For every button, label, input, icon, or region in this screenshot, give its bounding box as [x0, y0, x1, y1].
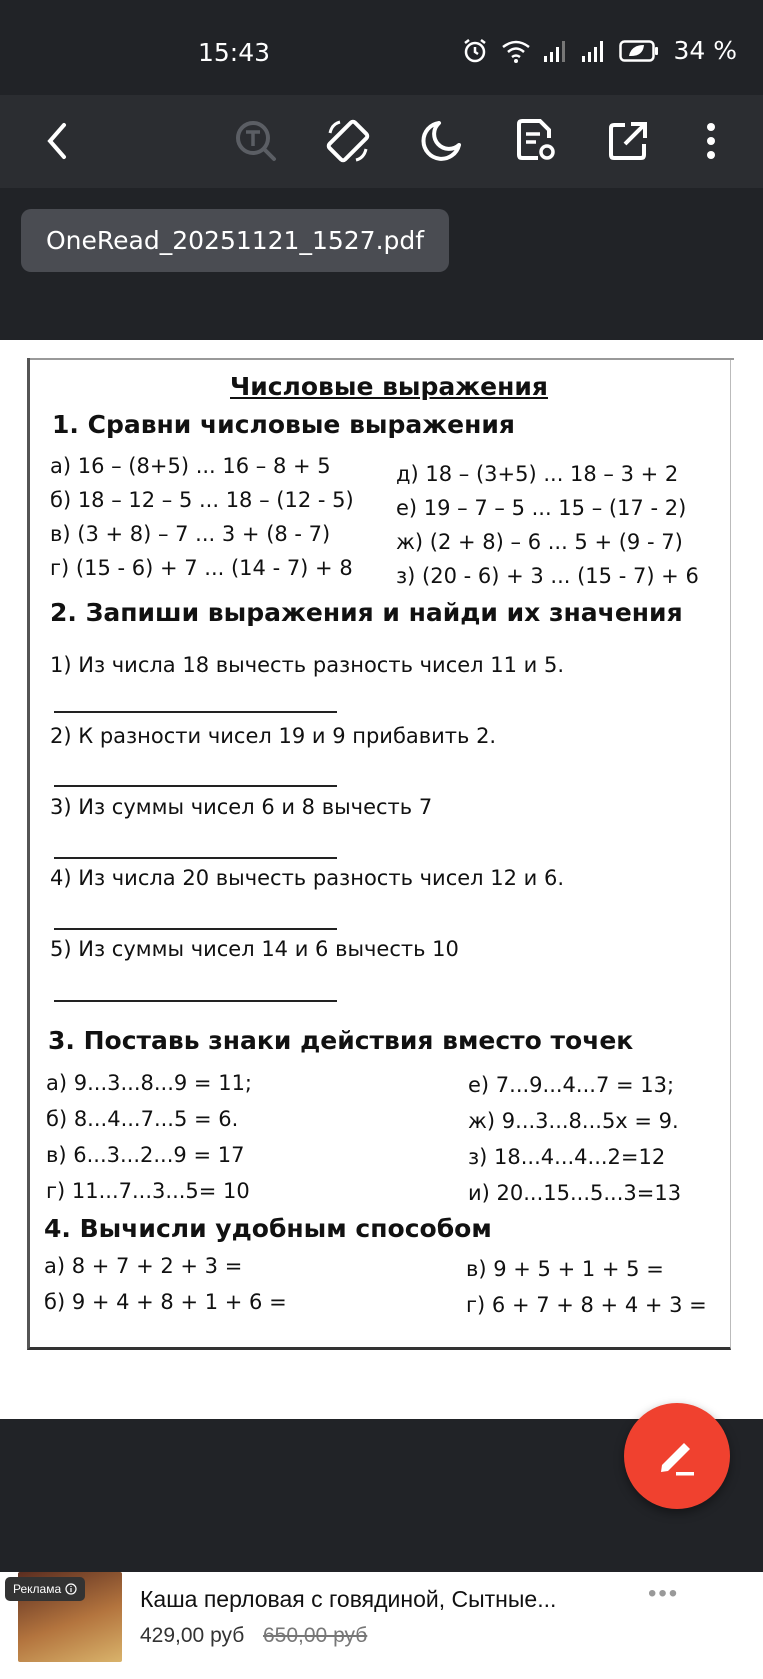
pdf-page[interactable]	[0, 340, 763, 1419]
worksheet-title: Числовые выражения	[230, 372, 548, 401]
rotate-button[interactable]	[318, 111, 378, 171]
signal-icon	[543, 39, 569, 63]
section-3-heading: 3. Поставь знаки действия вместо точек	[48, 1026, 634, 1055]
page-border	[30, 358, 734, 360]
exercise-line: а) 9...3...8...9 = 11;	[46, 1071, 253, 1095]
document-settings-button[interactable]	[506, 111, 566, 171]
answer-line	[54, 711, 337, 713]
exercise-line: 2) К разности чисел 19 и 9 прибавить 2.	[50, 724, 497, 748]
exercise-line: г) 11...7...3...5= 10	[46, 1179, 250, 1203]
exercise-line: а) 16 – (8+5) ... 16 – 8 + 5	[50, 454, 331, 478]
exercise-line: 1) Из числа 18 вычесть разность чисел 11 и 5.	[50, 653, 565, 677]
section-4-heading: 4. Вычисли удобным способом	[44, 1214, 492, 1243]
exercise-line: 4) Из числа 20 вычесть разность чисел 12 и 6.	[50, 866, 565, 890]
text-search-button[interactable]	[226, 111, 286, 171]
exercise-line: а) 8 + 7 + 2 + 3 =	[44, 1254, 243, 1278]
ad-more-options[interactable]: •••	[648, 1580, 680, 1607]
status-time: 15:43	[198, 38, 271, 67]
night-mode-button[interactable]	[411, 111, 471, 171]
toolbar	[0, 95, 763, 188]
answer-line	[54, 785, 337, 787]
exercise-line: 3) Из суммы чисел 6 и 8 вычесть 7	[50, 795, 433, 819]
edit-icon	[654, 1433, 700, 1479]
alarm-icon	[461, 37, 489, 65]
wifi-icon	[501, 38, 531, 64]
ad-price: 429,00 руб	[140, 1624, 245, 1647]
section-2-heading: 2. Запиши выражения и найди их значения	[50, 598, 683, 627]
more-icon	[706, 122, 716, 160]
battery-percent: 34 %	[673, 36, 737, 65]
exercise-line: б) 8...4...7...5 = 6.	[46, 1107, 239, 1131]
share-button[interactable]	[598, 111, 658, 171]
exercise-line: в) 9 + 5 + 1 + 5 =	[466, 1257, 664, 1281]
status-icons	[461, 36, 737, 65]
exercise-line: з) 18...4...4...2=12	[468, 1145, 666, 1169]
status-bar	[0, 0, 763, 95]
section-1-heading: 1. Сравни числовые выражения	[52, 410, 515, 439]
edit-fab-button[interactable]	[624, 1403, 730, 1509]
exercise-line: б) 18 – 12 – 5 ... 18 – (12 - 5)	[50, 488, 354, 512]
signal-icon	[581, 39, 607, 63]
ad-title[interactable]: Каша перловая с говядиной, Сытные...	[140, 1586, 557, 1612]
rotate-icon	[324, 117, 372, 165]
exercise-line: в) 6...3...2...9 = 17	[46, 1143, 245, 1167]
ad-old-price: 650,00 руб	[263, 1624, 368, 1647]
back-icon	[42, 121, 72, 161]
exercise-line: г) 6 + 7 + 8 + 4 + 3 =	[466, 1293, 707, 1317]
exercise-line: е) 19 – 7 – 5 ... 15 – (17 - 2)	[396, 496, 687, 520]
answer-line	[54, 1000, 337, 1002]
answer-line	[54, 857, 337, 859]
more-button[interactable]	[681, 111, 741, 171]
night-mode-icon	[419, 119, 463, 163]
exercise-line: ж) 9...3...8...5х = 9.	[468, 1109, 679, 1133]
ad-label	[5, 1577, 85, 1601]
exercise-line: 5) Из суммы чисел 14 и 6 вычесть 10	[50, 937, 459, 961]
answer-line	[54, 928, 337, 930]
info-icon[interactable]	[65, 1583, 77, 1595]
text-search-icon	[234, 119, 278, 163]
ad-label-text: Реклама	[13, 1582, 62, 1596]
exercise-line: г) (15 - 6) + 7 ... (14 - 7) + 8	[50, 556, 353, 580]
exercise-line: и) 20...15...5...3=13	[468, 1181, 682, 1205]
back-button[interactable]	[27, 111, 87, 171]
share-icon	[607, 120, 649, 162]
exercise-line: з) (20 - 6) + 3 ... (15 - 7) + 6	[396, 564, 699, 588]
exercise-line: ж) (2 + 8) – 6 ... 5 + (9 - 7)	[396, 530, 683, 554]
exercise-line: б) 9 + 4 + 8 + 1 + 6 =	[44, 1290, 287, 1314]
worksheet	[27, 358, 731, 1350]
battery-icon	[619, 39, 659, 63]
file-name-chip: OneRead_20251121_1527.pdf	[21, 209, 449, 272]
document-settings-icon	[514, 118, 558, 164]
exercise-line: в) (3 + 8) – 7 ... 3 + (8 - 7)	[50, 522, 331, 546]
ad-banner[interactable]	[0, 1572, 763, 1679]
exercise-line: д) 18 – (3+5) ... 18 – 3 + 2	[396, 462, 679, 486]
exercise-line: е) 7...9...4...7 = 13;	[468, 1073, 675, 1097]
